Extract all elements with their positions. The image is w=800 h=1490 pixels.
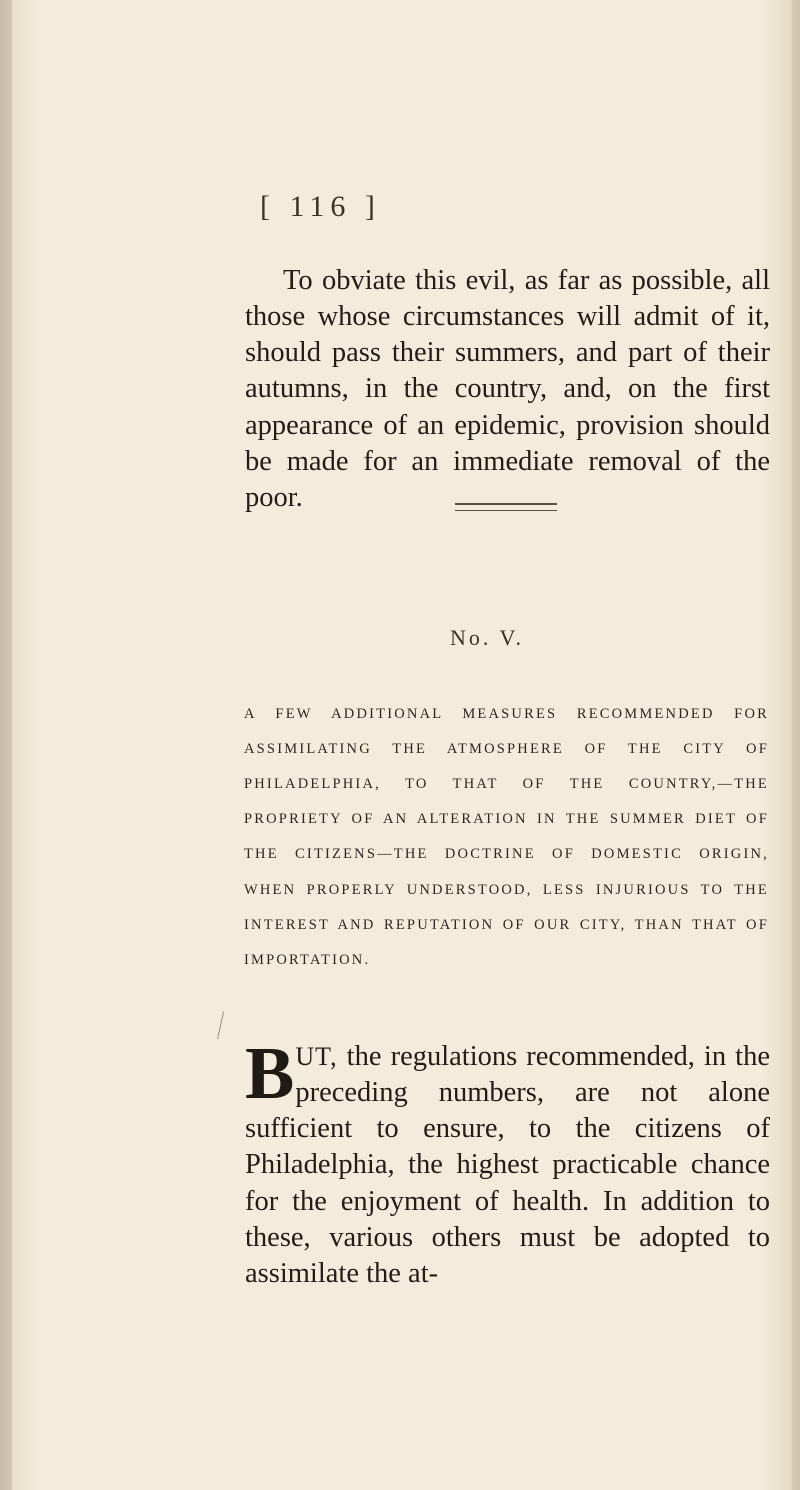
paragraph-opening-caps: UT, <box>295 1041 338 1071</box>
paragraph-obviate-evil: To obviate this evil, as far as possible, all those whose circumstances will admit of it, should pass their summers, and part of their autumns, in the country, and, on the first appearance of an epidemic, provision should be made for an immediate removal of the poor. <box>245 264 770 514</box>
margin-pencil-mark <box>217 1012 230 1041</box>
page-number: [ 116 ] <box>260 190 381 223</box>
paragraph-body: the regulations recommended, in the preceding numbers, are not alone sufficient to ensure, to the citizens of Philadelphia, the highest practicable chance for the enjoyment of health. In addition to these, various others must be adopted to assimilate the at- <box>245 1040 770 1290</box>
page-edge <box>792 0 800 1490</box>
drop-cap: B <box>245 1032 295 1115</box>
page-spine-shadow <box>0 0 12 1490</box>
paragraph-regulations <box>245 1032 770 1293</box>
section-divider-rule <box>455 503 557 511</box>
section-number: No. V. <box>450 625 525 650</box>
section-summary: A FEW ADDITIONAL MEASURES RECOMMENDED FOR ASSIMILATING THE ATMOSPHERE OF THE CITY OF PHILADELPHIA, TO THAT OF THE COUNTRY,—THE PROPRIETY OF AN ALTERATION IN THE SUMMER DIET OF THE CITIZENS—THE DOCTRINE OF DOMESTIC ORIGIN, WHEN PROPERLY UNDERSTOOD, LESS INJURIOUS TO THE INTEREST AND REPUTATION OF OUR CITY, THAN THAT OF IMPORTATION. <box>244 705 769 968</box>
